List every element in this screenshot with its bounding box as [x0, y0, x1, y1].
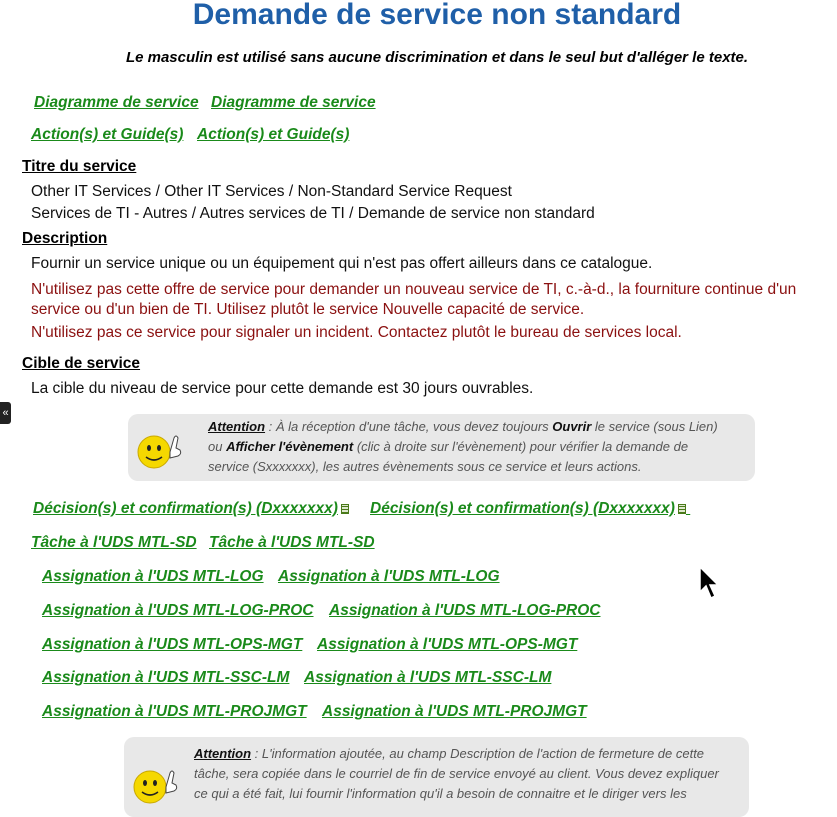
service-diagram-link-2[interactable]: Diagramme de service: [211, 94, 376, 111]
assignment-mtl-log-link-2[interactable]: Assignation à l'UDS MTL-LOG: [278, 568, 500, 585]
attention-label: Attention: [208, 419, 266, 434]
task-mtl-sd-link[interactable]: Tâche à l'UDS MTL-SD: [31, 534, 197, 551]
decision-confirmation-link[interactable]: [33, 500, 349, 518]
smiley-thinking-icon: [136, 430, 184, 470]
service-diagram-link[interactable]: Diagramme de service: [34, 94, 199, 111]
assignment-mtl-log-proc-link[interactable]: Assignation à l'UDS MTL-LOG-PROC: [42, 602, 314, 619]
assignment-mtl-projmgt-link[interactable]: Assignation à l'UDS MTL-PROJMGT: [42, 703, 307, 720]
note-bold-open: Ouvrir: [552, 419, 592, 434]
attention-note-closing: [124, 737, 749, 817]
note-text-part: : À la réception d'une tâche, vous devez toujours: [265, 419, 553, 434]
attention-note-task: [128, 414, 755, 481]
actions-guides-link-2[interactable]: Action(s) et Guide(s): [197, 126, 350, 143]
document-icon: [678, 504, 686, 514]
attention-label: Attention: [194, 746, 252, 761]
assignment-mtl-ops-mgt-link-2[interactable]: Assignation à l'UDS MTL-OPS-MGT: [317, 636, 578, 653]
service-title-heading: Titre du service: [22, 158, 137, 175]
service-title-en: Other IT Services / Other IT Services / Non-Standard Service Request: [31, 183, 512, 200]
collapse-sidebar-button[interactable]: «: [0, 402, 11, 424]
mouse-cursor-icon: [699, 566, 721, 600]
attention-note-closing-text: [194, 744, 734, 804]
service-target-heading: Cible de service: [22, 355, 141, 372]
description-heading: Description: [22, 230, 108, 247]
document-icon: [341, 504, 349, 514]
page-subtitle: Le masculin est utilisé sans aucune discrimination et dans le seul but d'alléger le texte.: [125, 49, 749, 66]
page-title: Demande de service non standard: [192, 0, 682, 31]
actions-guides-link[interactable]: Action(s) et Guide(s): [31, 126, 184, 143]
attention-note-text: [208, 417, 728, 477]
assignment-mtl-ops-mgt-link[interactable]: Assignation à l'UDS MTL-OPS-MGT: [42, 636, 303, 653]
decision-link-label: Décision(s) et confirmation(s) (Dxxxxxxx): [370, 500, 675, 517]
note-text-part: le service (sous Lien) ou: [208, 419, 718, 454]
assignment-mtl-ssc-lm-link-2[interactable]: Assignation à l'UDS MTL-SSC-LM: [304, 669, 552, 686]
assignment-mtl-projmgt-link-2[interactable]: Assignation à l'UDS MTL-PROJMGT: [322, 703, 587, 720]
decision-link-label: Décision(s) et confirmation(s) (Dxxxxxxx): [33, 500, 338, 517]
task-mtl-sd-link-2[interactable]: Tâche à l'UDS MTL-SD: [209, 534, 375, 551]
description-warning-new-service: N'utilisez pas cette offre de service pour demander un nouveau service de TI, c.-à-d., la fourniture continue d'un service ou d'un bien de TI. Utilisez plutôt le service Nouvelle capacité de service.: [31, 281, 797, 318]
assignment-mtl-ssc-lm-link[interactable]: Assignation à l'UDS MTL-SSC-LM: [42, 669, 290, 686]
service-target-text: La cible du niveau de service pour cette demande est 30 jours ouvrables.: [31, 380, 534, 397]
note-bold-event: Afficher l'évènement: [226, 439, 354, 454]
description-warning-incident: N'utilisez pas ce service pour signaler un incident. Contactez plutôt le bureau de services local.: [31, 324, 682, 341]
assignment-mtl-log-proc-link-2[interactable]: Assignation à l'UDS MTL-LOG-PROC: [329, 602, 601, 619]
description-text: Fournir un service unique ou un équipement qui n'est pas offert ailleurs dans ce catalogue.: [31, 255, 653, 272]
note-text-part: (clic à droite sur l'évènement) pour vérifier la demande de service (Sxxxxxxx), les autres évènements sous ce service et leurs actions.: [208, 439, 689, 474]
note-text-part: : L'information ajoutée, au champ Description de l'action de fermeture de cette tâche, sera copiée dans le courriel de fin de service envoyé au client. Vous devez expliquer ce qui a été fait, lui fournir l'information qu'il a besoin de connaitre et le diriger vers les: [194, 746, 719, 801]
assignment-mtl-log-link[interactable]: Assignation à l'UDS MTL-LOG: [42, 568, 264, 585]
smiley-thinking-icon: [132, 765, 180, 805]
decision-confirmation-link-2[interactable]: [370, 500, 690, 518]
service-title-fr: Services de TI - Autres / Autres services de TI / Demande de service non standard: [31, 205, 595, 222]
